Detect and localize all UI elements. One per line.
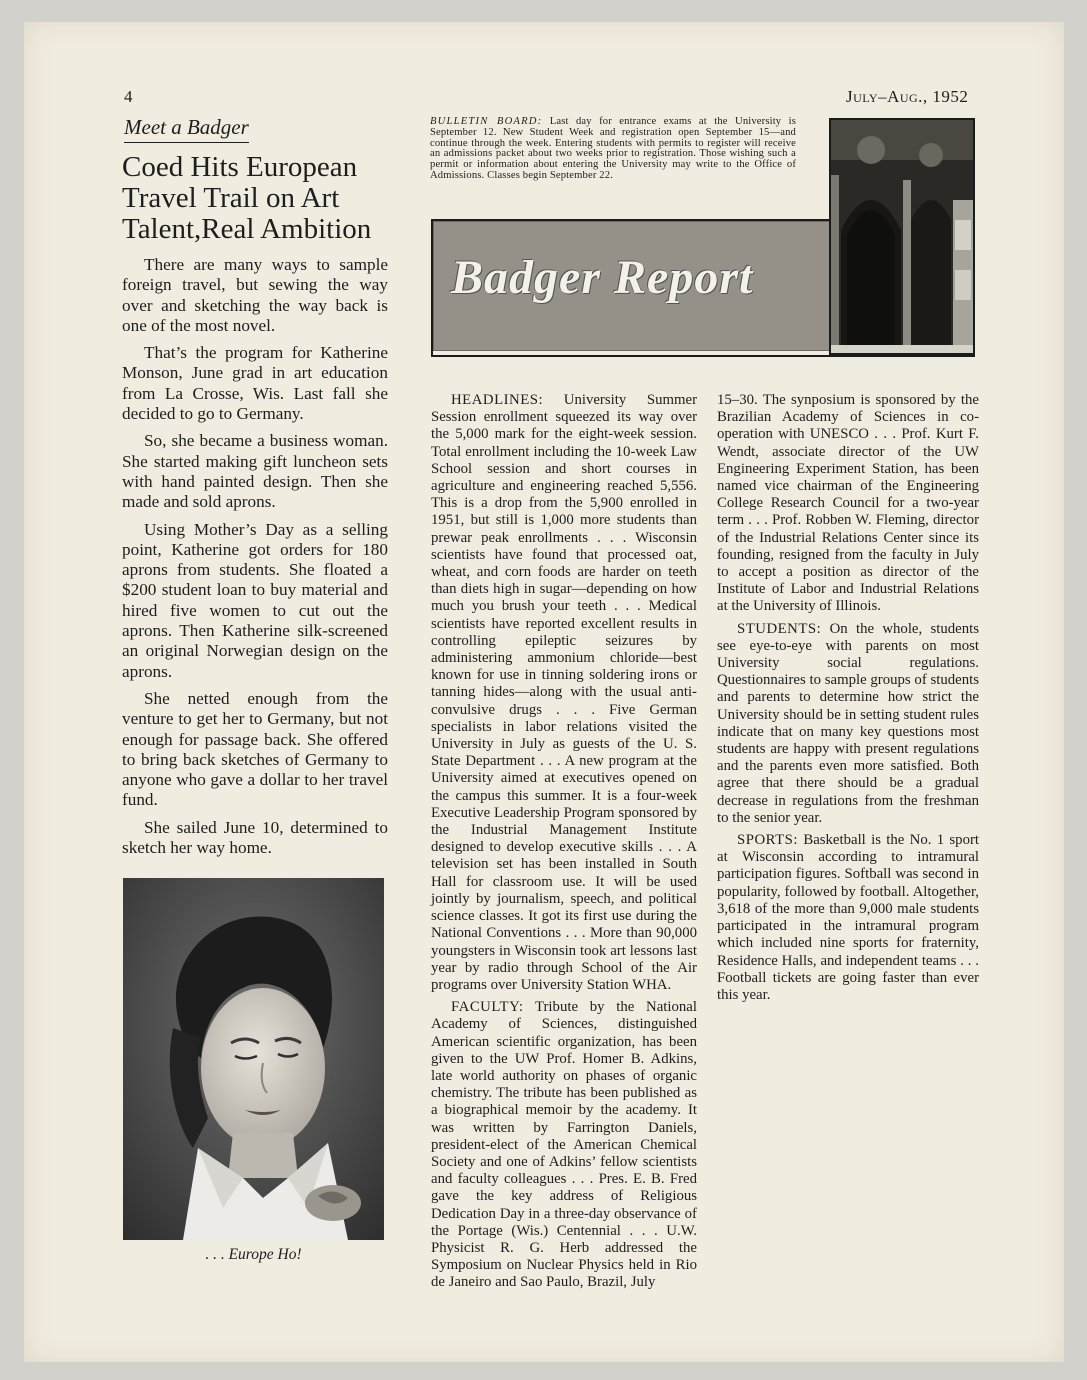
badger-report-banner: [431, 118, 975, 359]
sports-paragraph: [717, 832, 979, 1004]
article-paragraph: So, she became a business woman. She started making gift luncheon sets with hand painted design. Then she made and sold aprons.: [122, 431, 388, 512]
banner-title: Badger Report: [451, 251, 754, 304]
article-paragraph: Using Mother’s Day as a selling point, Katherine got orders for 180 aprons from students. She floated a $200 student loan to buy material and hired five women to cut out the aprons. Then Katherine silk-screened an original Norwegian design on the aprons.: [122, 519, 388, 681]
portrait-photo: [123, 878, 384, 1240]
feature-headline: Coed Hits European Travel Trail on Art Talent,Real Ambition: [122, 151, 372, 245]
students-label: STUDENTS:: [737, 620, 822, 637]
bulletin-label: BULLETIN BOARD:: [430, 116, 543, 127]
building-photo: [829, 118, 975, 355]
report-column-left: [431, 392, 697, 1297]
headlines-label: HEADLINES:: [451, 392, 544, 408]
faculty-label: FACULTY:: [451, 999, 524, 1016]
bulletin-text: Last day for entrance exams at the University is September 12. New Student Week and registration open September 15—and continue through the week. Entering students with permits to register will receive an admissions packet about two weeks prior to registration. Those wishing such a permit or information about entering the University may write to the Office of Admissions. Classes begin September 22.: [430, 116, 796, 181]
faculty-text: Tribute by the National Academy of Sciences, distinguished American scientific organization, has been given to the UW Prof. Homer B. Adkins, late world authority on phases of organic chemistry. The tribute has been published as a biographical memoir by the academy. It was written by Farrington Daniels, president-elect of the American Chemical Society and one of Adkins’ fellow scientists and faculty colleagues . . . Pres. E. B. Fred gave the key address of Religious Dedication Day in a three-day observance of the Portage (Wis.) Centennial . . . U.W. Physicist R. G. Herb addressed the Symposium on Nuclear Physics held in Rio de Janeiro and Sao Paulo, Brazil, July: [431, 999, 697, 1291]
feature-article: [122, 255, 388, 865]
students-paragraph: [717, 621, 979, 827]
section-kicker: Meet a Badger: [124, 115, 249, 143]
report-column-right: [717, 392, 979, 1009]
faculty-paragraph-continued: 15–30. The synposium is sponsored by the Brazilian Academy of Sciences in co-operation with UNESCO . . . Prof. Kurt F. Wendt, associate director of the UW Engineering Experiment Station, has been named vice chairman of the Engineering College Research Council for a two-year term . . . Prof. Robben W. Fleming, director of the Industrial Relations Center since its founding, resigned from the faculty in July to accept a position as director of the Institute of Labor and Industrial Relations at the University of Illinois.: [717, 392, 979, 615]
article-paragraph: There are many ways to sample foreign travel, but sewing the way over and sketching the way back is one of the most novel.: [122, 255, 388, 335]
article-paragraph: That’s the program for Katherine Monson, June grad in art education from La Crosse, Wis. Last fall she decided to go to Germany.: [122, 343, 388, 424]
magazine-page: [24, 22, 1064, 1362]
students-text: On the whole, students see eye-to-eye with parents on most University social regulations. Questionnaires to sample groups of students and parents to determine how strict the University should be in setting student rules indicate that on many key questions most students are happy with present regulations and the parents even more satisfied. Both agree that there should be a gradual decrease in regulations from the freshman to the senior year.: [717, 620, 980, 826]
building-illustration: [831, 120, 973, 353]
sports-label: SPORTS:: [737, 832, 799, 849]
article-paragraph: She netted enough from the venture to get her to Germany, but not enough for passage back. She offered to bring back sketches of Germany to anyone who gave a dollar to her travel fund.: [122, 688, 388, 810]
headlines-paragraph: [431, 392, 697, 994]
article-paragraph: She sailed June 10, determined to sketch her way home.: [122, 817, 388, 858]
faculty-paragraph: [431, 999, 697, 1291]
page-number: 4: [124, 87, 133, 106]
portrait-illustration: [123, 878, 384, 1240]
photo-caption: . . . Europe Ho!: [205, 1246, 302, 1263]
headlines-text: University Summer Session enrollment squeezed its way over the 5,000 mark for the eight-week session. Total enrollment including the 10-week Law School session and short courses in agriculture and engineering reached 5,556. This is a drop from the 5,900 enrolled in 1951, but still is 1,000 more students than prewar peak enrollments . . . Wisconsin scientists have found that processed oat, wheat, and corn foods are harder on teeth than diets high in sugar—depending on how much you brush your teeth . . . Medical scientists have reported excellent results in controlling epileptic seizures by administering ammonium chloride—best known for use in tinning soldering irons or tanning hides—along with the usual anti-convulsive drugs . . . Five German specialists in labor relations visited the University in July as guests of the U. S. State Department . . . A new program at the University aimed at executives opened on the campus this summer. It is a four-week Executive Leadership Program sponsored by the Industrial Management Institute designed to develop executive skills . . . A television set has been installed in South Hall for classroom use. It will be used jointly by journalism, speech, and political science classes. It got its first use during the National Conventions . . . More than 90,000 youngsters in Wisconsin took art lessons last year by radio through School of the Air programs over University Station WHA.: [431, 392, 697, 993]
issue-date: July–Aug., 1952: [846, 87, 969, 106]
sports-text: Basketball is the No. 1 sport at Wisconsin according to intramural participation figures. Softball was second in popularity, followed by football. Altogether, 3,618 of the more than 9,000 male students participated in the intramural program which included nine sports for fraternity, Residence Halls, and independent teams . . . Football tickets are going faster than ever this year.: [717, 832, 980, 1003]
